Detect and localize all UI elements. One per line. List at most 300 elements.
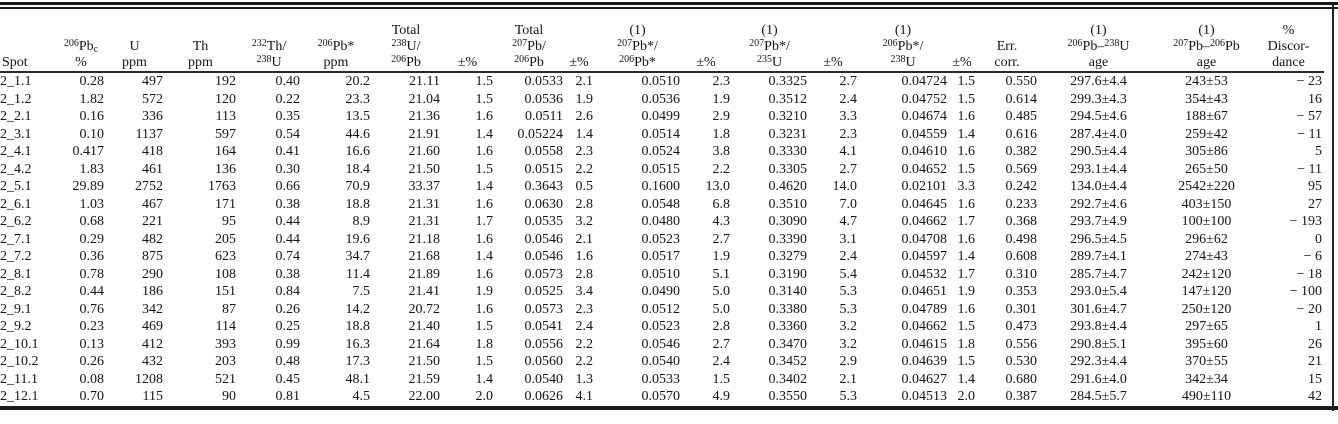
table-row — [0, 388, 1324, 406]
cell-pb207s-u235: 0.3330 — [768, 144, 807, 159]
cell-age-pb207-pb206: 100±100 — [1181, 214, 1232, 229]
cell-pm-1: 1.5 — [475, 354, 493, 369]
cell-age-pb207-pb206: 2542±220 — [1178, 179, 1235, 194]
cell-pm-3: 6.8 — [712, 196, 730, 212]
cell-pm-1: 1.4 — [475, 126, 493, 142]
cell-age-pb206-u238: 284.5±5.7 — [1070, 389, 1127, 404]
cell-discordance: − 23 — [1296, 74, 1322, 89]
cell-err-corr: 0.616 — [1005, 126, 1037, 142]
cell-err-corr: 0.608 — [1005, 249, 1037, 264]
cell-pm-4: 2.4 — [839, 249, 857, 264]
cell-pb207s-pb206s: 0.0515 — [641, 161, 680, 177]
cell-spot: 2_12.1 — [0, 389, 39, 404]
cell-pm-5: 1.5 — [957, 74, 975, 89]
table-row — [0, 161, 1324, 179]
cell-total-pb207-pb206: 0.0540 — [524, 371, 563, 387]
cell-pm-4: 5.3 — [839, 389, 857, 404]
cell-total-pb207-pb206: 0.0546 — [524, 249, 563, 264]
cell-pb206-star-ppm: 20.2 — [345, 74, 370, 89]
cell-pm-2: 1.4 — [575, 126, 593, 142]
cell-pm-5: 1.4 — [957, 371, 975, 387]
cell-pb207s-pb206s: 0.0512 — [641, 301, 680, 317]
cell-pm-3: 2.9 — [712, 109, 730, 124]
cell-pb207s-u235: 0.4620 — [768, 179, 807, 194]
cell-age-pb206-u238: 291.6±4.0 — [1070, 371, 1127, 387]
cell-pb206-star-ppm: 16.3 — [345, 336, 370, 352]
cell-th-ppm: 393 — [215, 336, 236, 352]
cell-pb207s-u235: 0.3190 — [768, 266, 807, 282]
cell-u-ppm: 572 — [142, 91, 163, 107]
cell-age-pb207-pb206: 297±65 — [1185, 319, 1228, 334]
cell-pm-1: 1.6 — [475, 301, 493, 317]
cell-pm-3: 1.9 — [712, 91, 730, 107]
cell-pm-2: 1.3 — [575, 371, 593, 387]
cell-pb207s-u235: 0.3512 — [768, 91, 807, 107]
cell-pm-1: 1.5 — [475, 91, 493, 107]
table-row — [0, 266, 1324, 284]
column-header-u-ppm: U ppm — [106, 9, 165, 72]
column-header-th232-u238: $^{232}$Th/ $^{238}$U — [238, 9, 302, 72]
cell-err-corr: 0.353 — [1005, 284, 1037, 299]
cell-pb206-star-ppm: 13.5 — [345, 109, 370, 124]
cell-pm-5: 1.6 — [957, 144, 975, 159]
cell-pm-4: 2.9 — [839, 354, 857, 369]
cell-pbc-pct: 0.78 — [79, 266, 104, 282]
cell-pb207s-u235: 0.3510 — [768, 196, 807, 212]
cell-th232-u238: 0.41 — [275, 144, 300, 159]
column-header-pbc-pct: $^{206}Pb_c$ % — [58, 9, 106, 72]
cell-pbc-pct: 0.68 — [79, 214, 104, 229]
cell-pbc-pct: 0.16 — [79, 109, 104, 124]
table-row — [0, 231, 1324, 249]
cell-th232-u238: 0.38 — [275, 266, 300, 282]
cell-pb206s-u238: 0.04708 — [901, 231, 947, 247]
cell-pb207s-u235: 0.3325 — [768, 74, 807, 89]
cell-pm-2: 2.8 — [575, 266, 593, 282]
cell-pbc-pct: 0.26 — [79, 354, 104, 369]
cell-pm-4: 5.3 — [839, 284, 857, 299]
column-header-total-pb207-pb206: Total $^{207}$Pb/ $^{206}$Pb — [495, 9, 565, 72]
cell-pm-1: 1.4 — [475, 371, 493, 387]
cell-age-pb207-pb206: 296±62 — [1185, 231, 1228, 247]
cell-pm-2: 2.2 — [575, 161, 593, 177]
cell-total-pb207-pb206: 0.0533 — [524, 74, 563, 89]
cell-total-u238-pb206: 20.72 — [408, 301, 440, 317]
table-row — [0, 126, 1324, 144]
cell-pb207s-u235: 0.3402 — [768, 371, 807, 387]
cell-pb207s-u235: 0.3210 — [768, 109, 807, 124]
cell-pm-4: 5.3 — [839, 301, 857, 317]
cell-pb207s-u235: 0.3452 — [768, 354, 807, 369]
cell-th-ppm: 164 — [215, 144, 236, 159]
table-row — [0, 91, 1324, 109]
cell-pb207s-u235: 0.3305 — [768, 161, 807, 177]
cell-spot: 2_4.2 — [0, 161, 32, 177]
cell-pm-3: 3.8 — [712, 144, 730, 159]
isotope-data-table — [0, 9, 1324, 406]
cell-age-pb206-u238: 292.7±4.6 — [1070, 196, 1127, 212]
cell-pb207s-u235: 0.3390 — [768, 231, 807, 247]
cell-pb206s-u238: 0.04662 — [901, 214, 947, 229]
cell-pm-3: 2.8 — [712, 319, 730, 334]
cell-spot: 2_8.1 — [0, 266, 32, 282]
cell-pm-3: 5.0 — [712, 284, 730, 299]
cell-pm-1: 1.6 — [475, 144, 493, 159]
cell-pm-5: 1.7 — [957, 266, 975, 282]
cell-total-u238-pb206: 21.31 — [408, 196, 440, 212]
cell-discordance: − 18 — [1296, 266, 1322, 282]
cell-u-ppm: 186 — [142, 284, 163, 299]
cell-spot: 2_2.1 — [0, 109, 32, 124]
table-row — [0, 336, 1324, 354]
cell-pm-5: 1.6 — [957, 196, 975, 212]
cell-age-pb207-pb206: 250±120 — [1181, 301, 1232, 317]
column-header-pm-2: ±% — [565, 9, 595, 72]
cell-pb206s-u238: 0.04662 — [901, 319, 947, 334]
cell-u-ppm: 2752 — [135, 179, 163, 194]
cell-spot: 2_3.1 — [0, 126, 32, 142]
cell-age-pb207-pb206: 188±67 — [1185, 109, 1228, 124]
cell-pb207s-u235: 0.3231 — [768, 126, 807, 142]
cell-total-pb207-pb206: 0.0626 — [524, 389, 563, 404]
cell-discordance: − 100 — [1289, 284, 1322, 299]
cell-pm-2: 2.3 — [575, 301, 593, 317]
cell-pm-2: 2.1 — [575, 231, 593, 247]
cell-th232-u238: 0.66 — [275, 179, 300, 194]
cell-discordance: 15 — [1308, 371, 1322, 387]
cell-pb207s-pb206s: 0.0480 — [641, 214, 680, 229]
cell-spot: 2_9.2 — [0, 319, 32, 334]
cell-th232-u238: 0.40 — [275, 74, 300, 89]
cell-th232-u238: 0.99 — [275, 336, 300, 352]
cell-spot: 2_1.1 — [0, 74, 32, 89]
cell-pm-2: 2.4 — [575, 319, 593, 334]
cell-spot: 2_7.1 — [0, 231, 32, 247]
column-header-pb207s-u235: (1) $^{207}$Pb*/ $^{235}$U — [732, 9, 809, 72]
column-header-pm-5: ±% — [949, 9, 977, 72]
cell-total-pb207-pb206: 0.0560 — [524, 354, 563, 369]
cell-age-pb207-pb206: 342±34 — [1185, 371, 1228, 387]
cell-pb206s-u238: 0.04645 — [901, 196, 947, 212]
cell-th232-u238: 0.84 — [275, 284, 300, 299]
cell-err-corr: 0.310 — [1005, 266, 1037, 282]
table-row — [0, 301, 1324, 319]
cell-th-ppm: 1763 — [208, 179, 236, 194]
cell-err-corr: 0.680 — [1005, 371, 1037, 387]
cell-pb207s-u235: 0.3550 — [768, 389, 807, 404]
cell-pm-5: 1.4 — [957, 126, 975, 142]
cell-pm-5: 1.5 — [957, 354, 975, 369]
cell-total-u238-pb206: 21.59 — [408, 371, 440, 387]
cell-total-pb207-pb206: 0.0525 — [524, 284, 563, 299]
cell-total-u238-pb206: 21.50 — [408, 354, 440, 369]
cell-pm-1: 2.0 — [475, 389, 493, 404]
column-header-discordance: % Discor- dance — [1255, 9, 1324, 72]
cell-age-pb206-u238: 293.7±4.9 — [1070, 214, 1127, 229]
cell-pm-5: 1.5 — [957, 161, 975, 177]
cell-pb206s-u238: 0.04674 — [901, 109, 947, 124]
table-row — [0, 318, 1324, 336]
cell-pm-5: 1.9 — [957, 284, 975, 299]
cell-age-pb207-pb206: 259±42 — [1185, 126, 1228, 142]
cell-u-ppm: 461 — [142, 161, 163, 177]
cell-pb207s-u235: 0.3140 — [768, 284, 807, 299]
cell-pb206s-u238: 0.02101 — [901, 179, 947, 194]
cell-total-u238-pb206: 22.00 — [408, 389, 440, 404]
cell-spot: 2_10.1 — [0, 336, 39, 352]
cell-u-ppm: 432 — [142, 354, 163, 369]
cell-th232-u238: 0.45 — [275, 371, 300, 387]
cell-th-ppm: 623 — [215, 249, 236, 264]
cell-discordance: 27 — [1308, 196, 1322, 212]
table-row — [0, 108, 1324, 126]
cell-pb207s-pb206s: 0.0536 — [641, 91, 680, 107]
cell-pb206-star-ppm: 48.1 — [345, 371, 370, 387]
cell-pbc-pct: 0.10 — [79, 126, 104, 142]
cell-pm-3: 1.5 — [712, 371, 730, 387]
cell-spot: 2_6.1 — [0, 196, 32, 212]
cell-pm-1: 1.6 — [475, 109, 493, 124]
cell-total-u238-pb206: 21.64 — [408, 336, 440, 352]
cell-total-pb207-pb206: 0.0536 — [524, 91, 563, 107]
cell-total-u238-pb206: 21.41 — [408, 284, 440, 299]
cell-th232-u238: 0.44 — [275, 214, 300, 229]
cell-pm-3: 2.7 — [712, 231, 730, 247]
cell-discordance: − 57 — [1296, 109, 1322, 124]
cell-age-pb206-u238: 294.5±4.6 — [1070, 109, 1127, 124]
cell-pb206-star-ppm: 19.6 — [345, 231, 370, 247]
cell-err-corr: 0.498 — [1005, 231, 1037, 247]
cell-pb207s-pb206s: 0.0514 — [641, 126, 680, 142]
cell-pb207s-u235: 0.3380 — [768, 301, 807, 317]
cell-pb206s-u238: 0.04724 — [901, 74, 947, 89]
cell-total-u238-pb206: 21.89 — [408, 266, 440, 282]
cell-discordance: − 11 — [1297, 161, 1322, 177]
cell-pb207s-pb206s: 0.0533 — [641, 371, 680, 387]
cell-th-ppm: 521 — [215, 371, 236, 387]
cell-total-u238-pb206: 21.36 — [408, 109, 440, 124]
cell-err-corr: 0.569 — [1005, 161, 1037, 177]
cell-discordance: 21 — [1308, 354, 1322, 369]
cell-th232-u238: 0.74 — [275, 249, 300, 264]
table-header-row — [0, 9, 1324, 72]
cell-age-pb206-u238: 285.7±4.7 — [1070, 266, 1127, 282]
column-header-err-corr: Err. corr. — [977, 9, 1039, 72]
cell-pb207s-pb206s: 0.1600 — [641, 179, 680, 194]
cell-pm-3: 2.7 — [712, 336, 730, 352]
cell-u-ppm: 1208 — [135, 371, 163, 387]
table-row — [0, 248, 1324, 266]
cell-spot: 2_5.1 — [0, 179, 32, 194]
cell-pm-3: 2.2 — [712, 161, 730, 177]
cell-age-pb206-u238: 296.5±4.5 — [1070, 231, 1127, 247]
cell-age-pb207-pb206: 490±110 — [1181, 389, 1232, 404]
cell-pm-4: 14.0 — [832, 179, 857, 194]
cell-pm-1: 1.4 — [475, 179, 493, 194]
cell-pbc-pct: 1.83 — [79, 161, 104, 177]
column-header-th-ppm: Th ppm — [165, 9, 238, 72]
cell-total-u238-pb206: 21.11 — [409, 74, 440, 89]
cell-pb206s-u238: 0.04752 — [901, 91, 947, 107]
cell-pm-4: 4.7 — [839, 214, 857, 229]
table-body — [0, 72, 1324, 406]
cell-u-ppm: 115 — [142, 389, 163, 404]
cell-pm-4: 3.2 — [839, 336, 857, 352]
cell-pb206-star-ppm: 7.5 — [352, 284, 370, 299]
cell-pb206s-u238: 0.04513 — [901, 389, 947, 404]
cell-discordance: 1 — [1315, 319, 1322, 334]
cell-age-pb206-u238: 289.7±4.1 — [1070, 249, 1127, 264]
cell-age-pb206-u238: 297.6±4.4 — [1070, 74, 1127, 89]
cell-pb206-star-ppm: 4.5 — [352, 389, 370, 404]
cell-pb206s-u238: 0.04615 — [901, 336, 947, 352]
cell-age-pb207-pb206: 265±50 — [1185, 161, 1228, 177]
cell-pb207s-pb206s: 0.0517 — [641, 249, 680, 264]
table-top-rule — [0, 2, 1338, 9]
cell-pb207s-u235: 0.3279 — [768, 249, 807, 264]
cell-pm-3: 5.1 — [712, 266, 730, 282]
cell-u-ppm: 469 — [142, 319, 163, 334]
cell-th232-u238: 0.48 — [275, 354, 300, 369]
cell-err-corr: 0.614 — [1005, 91, 1037, 107]
cell-th-ppm: 205 — [215, 231, 236, 247]
cell-pb206-star-ppm: 70.9 — [345, 179, 370, 194]
cell-pb206-star-ppm: 17.3 — [345, 354, 370, 369]
cell-u-ppm: 1137 — [135, 126, 163, 142]
table-row — [0, 196, 1324, 214]
cell-total-pb207-pb206: 0.0546 — [524, 231, 563, 247]
cell-discordance: − 193 — [1289, 214, 1322, 229]
cell-pm-1: 1.6 — [475, 196, 493, 212]
cell-spot: 2_11.1 — [0, 371, 38, 387]
cell-pb206s-u238: 0.04789 — [901, 301, 947, 317]
cell-pbc-pct: 0.76 — [79, 301, 104, 317]
cell-pb207s-pb206s: 0.0570 — [641, 389, 680, 404]
cell-pb206s-u238: 0.04639 — [901, 354, 947, 369]
column-header-pm-4: ±% — [809, 9, 859, 72]
cell-pm-4: 2.7 — [839, 161, 857, 177]
cell-pm-5: 2.0 — [957, 389, 975, 404]
cell-err-corr: 0.382 — [1005, 144, 1037, 159]
cell-th232-u238: 0.38 — [275, 196, 300, 212]
cell-discordance: 95 — [1308, 179, 1322, 194]
cell-total-pb207-pb206: 0.3643 — [524, 179, 563, 194]
cell-pm-1: 1.5 — [475, 161, 493, 177]
cell-pb207s-pb206s: 0.0523 — [641, 319, 680, 334]
cell-err-corr: 0.368 — [1005, 214, 1037, 229]
cell-pb207s-u235: 0.3090 — [768, 214, 807, 229]
cell-th-ppm: 95 — [222, 214, 236, 229]
cell-pb206-star-ppm: 8.9 — [352, 214, 370, 229]
cell-pm-5: 1.7 — [957, 214, 975, 229]
cell-pm-4: 3.3 — [839, 109, 857, 124]
cell-pm-2: 3.2 — [575, 214, 593, 229]
cell-discordance: 16 — [1308, 91, 1322, 107]
cell-spot: 2_6.2 — [0, 214, 32, 229]
cell-age-pb207-pb206: 243±53 — [1185, 74, 1228, 89]
cell-pbc-pct: 1.03 — [79, 196, 104, 212]
cell-pbc-pct: 0.70 — [79, 389, 104, 404]
cell-pm-4: 3.1 — [839, 231, 857, 247]
cell-pm-4: 2.7 — [839, 74, 857, 89]
cell-pm-5: 1.6 — [957, 231, 975, 247]
cell-age-pb206-u238: 293.8±4.4 — [1070, 319, 1127, 334]
cell-pm-3: 4.9 — [712, 389, 730, 404]
cell-th232-u238: 0.22 — [275, 91, 300, 107]
cell-total-pb207-pb206: 0.0573 — [524, 266, 563, 282]
cell-age-pb207-pb206: 395±60 — [1185, 336, 1228, 352]
cell-err-corr: 0.530 — [1005, 354, 1037, 369]
cell-pm-2: 0.5 — [575, 179, 593, 194]
cell-pm-5: 1.5 — [957, 91, 975, 107]
cell-total-u238-pb206: 33.37 — [408, 179, 440, 194]
cell-pb206-star-ppm: 18.4 — [345, 161, 370, 177]
cell-pb207s-pb206s: 0.0510 — [641, 266, 680, 282]
cell-pm-2: 1.6 — [575, 249, 593, 264]
cell-pm-1: 1.6 — [475, 266, 493, 282]
cell-discordance: − 6 — [1303, 249, 1322, 264]
cell-total-pb207-pb206: 0.0630 — [524, 196, 563, 212]
cell-spot: 2_8.2 — [0, 284, 32, 299]
cell-pm-3: 1.8 — [712, 126, 730, 142]
column-header-age-pb207-pb206: (1) $^{207}$Pb–$^{206}$Pb age — [1160, 9, 1255, 72]
cell-pm-2: 2.2 — [575, 354, 593, 369]
cell-err-corr: 0.301 — [1005, 301, 1037, 317]
column-header-age-pb206-u238: (1) $^{206}$Pb–$^{238}$U age — [1039, 9, 1160, 72]
cell-pm-4: 2.4 — [839, 91, 857, 107]
cell-pm-1: 1.9 — [475, 284, 493, 299]
table-row — [0, 143, 1324, 161]
cell-pm-1: 1.7 — [475, 214, 493, 229]
cell-age-pb207-pb206: 242±120 — [1181, 266, 1232, 282]
cell-th232-u238: 0.81 — [275, 389, 300, 404]
cell-pb207s-pb206s: 0.0490 — [641, 284, 680, 299]
cell-pm-1: 1.4 — [475, 249, 493, 264]
cell-th-ppm: 151 — [215, 284, 236, 299]
cell-pb207s-pb206s: 0.0510 — [641, 74, 680, 89]
column-header-pb206-star-ppm: $^{206}$Pb* ppm — [302, 9, 372, 72]
cell-pb207s-pb206s: 0.0524 — [641, 144, 680, 159]
cell-pb206s-u238: 0.04532 — [901, 266, 947, 282]
cell-pm-3: 2.4 — [712, 354, 730, 369]
table-row — [0, 283, 1324, 301]
cell-pbc-pct: 0.44 — [79, 284, 104, 299]
cell-pm-4: 7.0 — [839, 196, 857, 212]
cell-age-pb206-u238: 287.4±4.0 — [1070, 126, 1127, 142]
cell-age-pb207-pb206: 305±86 — [1185, 144, 1228, 159]
cell-total-u238-pb206: 21.18 — [408, 231, 440, 247]
cell-age-pb206-u238: 134.0±4.4 — [1070, 179, 1127, 194]
cell-pb206-star-ppm: 18.8 — [345, 319, 370, 334]
cell-err-corr: 0.556 — [1005, 336, 1037, 352]
cell-err-corr: 0.550 — [1005, 74, 1037, 89]
cell-pbc-pct: 0.23 — [79, 319, 104, 334]
cell-age-pb206-u238: 299.3±4.3 — [1070, 91, 1127, 107]
cell-spot: 2_10.2 — [0, 354, 39, 369]
cell-pb207s-u235: 0.3470 — [768, 336, 807, 352]
cell-discordance: 42 — [1308, 389, 1322, 404]
cell-discordance: 5 — [1315, 144, 1322, 159]
cell-pbc-pct: 0.13 — [79, 336, 104, 352]
cell-pbc-pct: 0.36 — [79, 249, 104, 264]
table-row — [0, 72, 1324, 91]
cell-u-ppm: 412 — [142, 336, 163, 352]
cell-pbc-pct: 1.82 — [79, 91, 104, 107]
cell-age-pb207-pb206: 370±55 — [1185, 354, 1228, 369]
header-row — [0, 9, 1324, 72]
cell-pm-5: 1.8 — [957, 336, 975, 352]
cell-pm-4: 3.2 — [839, 319, 857, 334]
